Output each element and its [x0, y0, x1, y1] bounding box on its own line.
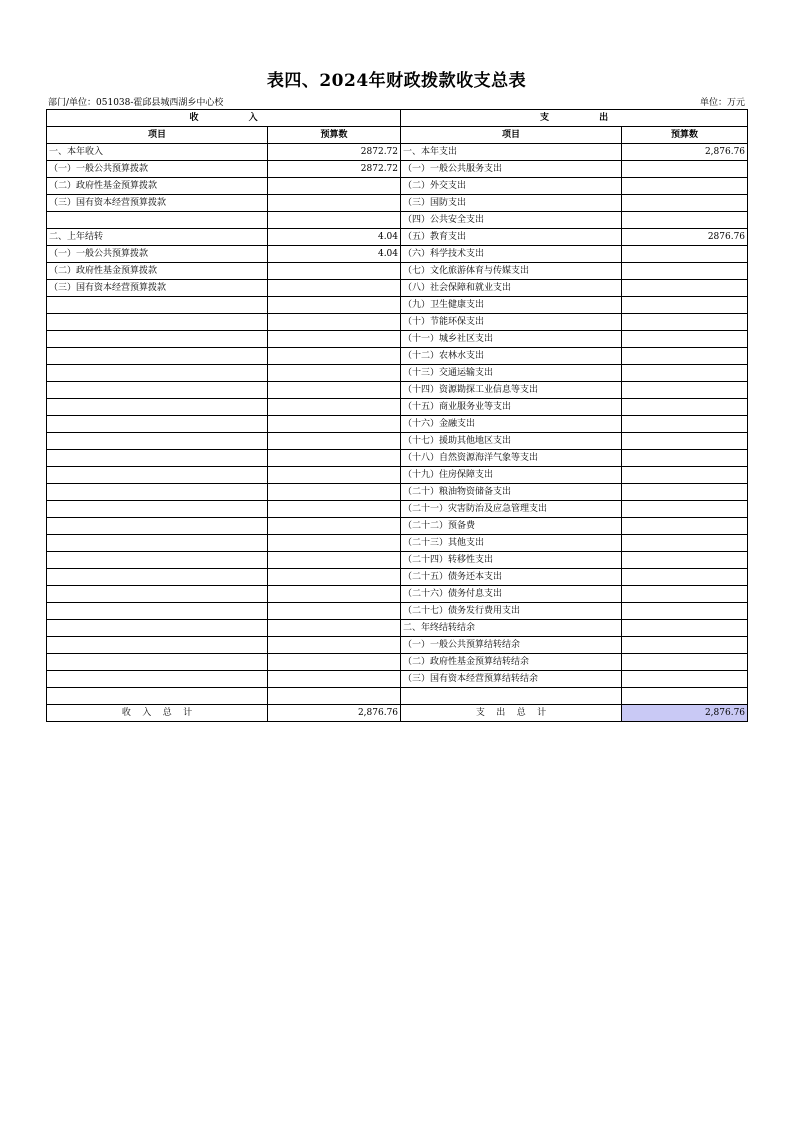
expense-value-cell	[622, 348, 748, 365]
budget-table	[46, 109, 748, 722]
table-row	[47, 467, 748, 484]
income-value-cell	[268, 263, 401, 280]
expense-item-header: 项目	[401, 127, 622, 144]
expense-item-cell: （十九）住房保障支出	[401, 467, 622, 484]
income-item-cell	[47, 688, 268, 705]
table-row	[47, 161, 748, 178]
income-value-cell	[268, 450, 401, 467]
expense-value-cell	[622, 450, 748, 467]
income-value-cell	[268, 365, 401, 382]
totals-row	[47, 705, 748, 722]
department-label: 部门/单位：051038-霍邱县城西湖乡中心校	[48, 98, 224, 108]
income-item-cell	[47, 518, 268, 535]
table-row	[47, 501, 748, 518]
expense-item-cell: （十三）交通运输支出	[401, 365, 622, 382]
table-row	[47, 450, 748, 467]
table-row	[47, 416, 748, 433]
table-row	[47, 263, 748, 280]
expense-item-cell: （二十二）预备费	[401, 518, 622, 535]
income-item-cell	[47, 637, 268, 654]
expense-total-label: 支 出 总 计	[401, 705, 622, 722]
income-value-cell: 4.04	[268, 229, 401, 246]
income-item-cell	[47, 382, 268, 399]
table-row	[47, 586, 748, 603]
table-row	[47, 212, 748, 229]
income-value-cell	[268, 382, 401, 399]
income-value-cell	[268, 535, 401, 552]
expense-item-cell: （十）节能环保支出	[401, 314, 622, 331]
table-row	[47, 484, 748, 501]
income-value-cell	[268, 433, 401, 450]
table-row	[47, 603, 748, 620]
income-item-cell	[47, 365, 268, 382]
expense-item-cell: 二、年终结转结余	[401, 620, 622, 637]
expense-item-cell: （四）公共安全支出	[401, 212, 622, 229]
table-row	[47, 382, 748, 399]
expense-value-cell	[622, 688, 748, 705]
income-item-cell: 二、上年结转	[47, 229, 268, 246]
income-value-cell	[268, 671, 401, 688]
income-item-cell: （一）一般公共预算拨款	[47, 246, 268, 263]
expense-item-cell: （六）科学技术支出	[401, 246, 622, 263]
expense-item-cell: （十六）金融支出	[401, 416, 622, 433]
expense-item-cell: （二十六）债务付息支出	[401, 586, 622, 603]
expense-item-cell: （十七）援助其他地区支出	[401, 433, 622, 450]
expense-value-cell	[622, 399, 748, 416]
income-value-cell	[268, 195, 401, 212]
expense-budget-header: 预算数	[622, 127, 748, 144]
expense-value-cell	[622, 552, 748, 569]
page-title: 表四、2024年财政拨款收支总表	[266, 71, 527, 91]
table-row	[47, 365, 748, 382]
expense-item-cell: （十一）城乡社区支出	[401, 331, 622, 348]
expense-value-cell: 2,876.76	[622, 144, 748, 161]
income-item-cell	[47, 484, 268, 501]
table-row	[47, 399, 748, 416]
table-row	[47, 246, 748, 263]
section-header-row	[47, 110, 748, 127]
income-item-cell	[47, 331, 268, 348]
income-item-header: 项目	[47, 127, 268, 144]
income-value-cell	[268, 348, 401, 365]
expense-value-cell	[622, 586, 748, 603]
income-value-cell	[268, 178, 401, 195]
income-value-cell	[268, 586, 401, 603]
table-row	[47, 620, 748, 637]
income-value-cell	[268, 416, 401, 433]
table-row	[47, 569, 748, 586]
expense-item-cell: （二十一）灾害防治及应急管理支出	[401, 501, 622, 518]
table-row	[47, 671, 748, 688]
income-item-cell	[47, 297, 268, 314]
expense-value-cell	[622, 535, 748, 552]
expense-item-cell: （十二）农林水支出	[401, 348, 622, 365]
table-row	[47, 144, 748, 161]
table-row	[47, 297, 748, 314]
table-row	[47, 195, 748, 212]
expense-value-cell: 2876.76	[622, 229, 748, 246]
income-item-cell	[47, 450, 268, 467]
expense-value-cell	[622, 382, 748, 399]
expense-value-cell	[622, 654, 748, 671]
income-item-cell	[47, 348, 268, 365]
income-item-cell	[47, 586, 268, 603]
expense-value-cell	[622, 263, 748, 280]
table-row	[47, 348, 748, 365]
income-value-cell	[268, 399, 401, 416]
income-value-cell	[268, 467, 401, 484]
table-row	[47, 518, 748, 535]
income-item-cell: 一、本年收入	[47, 144, 268, 161]
income-item-cell	[47, 569, 268, 586]
income-item-cell: （二）政府性基金预算拨款	[47, 263, 268, 280]
income-item-cell: （三）国有资本经营预算拨款	[47, 195, 268, 212]
table-row	[47, 535, 748, 552]
table-row	[47, 552, 748, 569]
income-item-cell	[47, 433, 268, 450]
income-item-cell	[47, 620, 268, 637]
table-row	[47, 637, 748, 654]
expense-item-cell	[401, 688, 622, 705]
income-item-cell	[47, 314, 268, 331]
expense-value-cell	[622, 569, 748, 586]
expense-value-cell	[622, 671, 748, 688]
income-value-cell	[268, 212, 401, 229]
income-item-cell	[47, 603, 268, 620]
income-item-cell	[47, 416, 268, 433]
expense-item-cell: （十四）资源勘探工业信息等支出	[401, 382, 622, 399]
table-row	[47, 178, 748, 195]
income-total-value: 2,876.76	[268, 705, 401, 722]
expense-total-value: 2,876.76	[622, 705, 748, 722]
table-row	[47, 654, 748, 671]
table-row	[47, 331, 748, 348]
expense-item-cell: （九）卫生健康支出	[401, 297, 622, 314]
expense-value-cell	[622, 212, 748, 229]
income-item-cell	[47, 212, 268, 229]
income-budget-header: 预算数	[268, 127, 401, 144]
expense-value-cell	[622, 314, 748, 331]
expense-value-cell	[622, 280, 748, 297]
expense-item-cell: （二十五）债务还本支出	[401, 569, 622, 586]
income-value-cell	[268, 569, 401, 586]
expense-item-cell: （十八）自然资源海洋气象等支出	[401, 450, 622, 467]
income-value-cell	[268, 518, 401, 535]
expense-item-cell: （二十）粮油物资储备支出	[401, 484, 622, 501]
income-value-cell	[268, 280, 401, 297]
income-section-header: 收 入	[47, 110, 401, 127]
column-header-row	[47, 127, 748, 144]
income-item-cell	[47, 399, 268, 416]
expense-value-cell	[622, 467, 748, 484]
expense-value-cell	[622, 416, 748, 433]
income-total-label: 收 入 总 计	[47, 705, 268, 722]
income-item-cell: （一）一般公共预算拨款	[47, 161, 268, 178]
expense-item-cell: （十五）商业服务业等支出	[401, 399, 622, 416]
expense-item-cell: （二）政府性基金预算结转结余	[401, 654, 622, 671]
expense-value-cell	[622, 195, 748, 212]
expense-item-cell: （二）外交支出	[401, 178, 622, 195]
expense-value-cell	[622, 603, 748, 620]
expense-value-cell	[622, 331, 748, 348]
expense-value-cell	[622, 161, 748, 178]
expense-item-cell: （七）文化旅游体育与传媒支出	[401, 263, 622, 280]
expense-value-cell	[622, 178, 748, 195]
expense-value-cell	[622, 637, 748, 654]
expense-value-cell	[622, 484, 748, 501]
expense-section-header: 支 出	[401, 110, 748, 127]
unit-label: 单位：万元	[699, 98, 745, 108]
income-item-cell	[47, 535, 268, 552]
expense-value-cell	[622, 246, 748, 263]
income-value-cell	[268, 314, 401, 331]
income-value-cell	[268, 501, 401, 518]
income-value-cell: 2872.72	[268, 161, 401, 178]
income-value-cell	[268, 654, 401, 671]
income-item-cell	[47, 654, 268, 671]
income-value-cell	[268, 637, 401, 654]
expense-value-cell	[622, 297, 748, 314]
income-value-cell	[268, 484, 401, 501]
expense-value-cell	[622, 433, 748, 450]
expense-item-cell: （一）一般公共预算结转结余	[401, 637, 622, 654]
expense-value-cell	[622, 518, 748, 535]
income-value-cell	[268, 620, 401, 637]
table-row	[47, 229, 748, 246]
expense-item-cell: （三）国有资本经营预算结转结余	[401, 671, 622, 688]
income-value-cell	[268, 297, 401, 314]
income-value-cell	[268, 603, 401, 620]
expense-item-cell: 一、本年支出	[401, 144, 622, 161]
expense-item-cell: （二十三）其他支出	[401, 535, 622, 552]
income-item-cell	[47, 671, 268, 688]
expense-item-cell: （二十四）转移性支出	[401, 552, 622, 569]
income-item-cell	[47, 501, 268, 518]
table-row	[47, 280, 748, 297]
income-item-cell	[47, 467, 268, 484]
table-body	[47, 144, 748, 705]
income-value-cell: 4.04	[268, 246, 401, 263]
expense-value-cell	[622, 620, 748, 637]
income-value-cell	[268, 552, 401, 569]
income-value-cell	[268, 331, 401, 348]
expense-item-cell: （一）一般公共服务支出	[401, 161, 622, 178]
income-item-cell	[47, 552, 268, 569]
table-row	[47, 688, 748, 705]
table-row	[47, 314, 748, 331]
income-item-cell: （二）政府性基金预算拨款	[47, 178, 268, 195]
income-value-cell: 2872.72	[268, 144, 401, 161]
expense-item-cell: （八）社会保障和就业支出	[401, 280, 622, 297]
income-value-cell	[268, 688, 401, 705]
expense-item-cell: （五）教育支出	[401, 229, 622, 246]
table-row	[47, 433, 748, 450]
expense-item-cell: （二十七）债务发行费用支出	[401, 603, 622, 620]
income-item-cell: （三）国有资本经营预算拨款	[47, 280, 268, 297]
expense-value-cell	[622, 501, 748, 518]
expense-item-cell: （三）国防支出	[401, 195, 622, 212]
expense-value-cell	[622, 365, 748, 382]
